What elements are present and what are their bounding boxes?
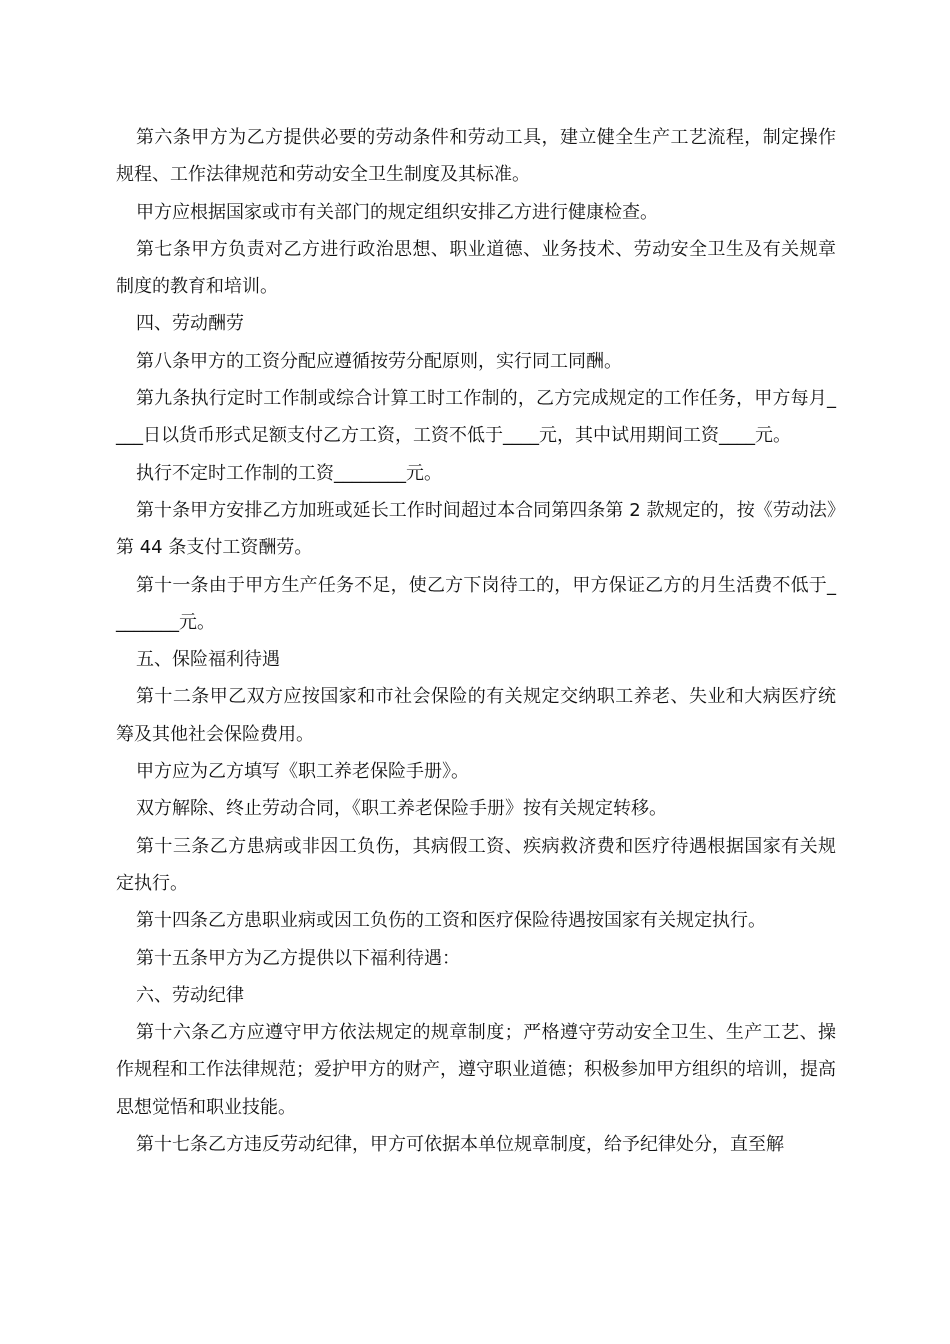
paragraph-flexible-wage: 执行不定时工作制的工资________元。 <box>136 462 442 484</box>
paragraph-article-9: 第九条执行定时工作制或综合计算工时工作制的，乙方完成规定的工作任务，甲方每月____日以货币形式足额支付乙方工资，工资不低于____元，其中试用期间工资____元。 <box>116 388 836 447</box>
paragraph-article-12: 第十二条甲乙双方应按国家和市社会保险的有关规定交纳职工养老、失业和大病医疗统筹及其他社会保险费用。 <box>116 686 836 745</box>
paragraph-article-10: 第十条甲方安排乙方加班或延长工作时间超过本合同第四条第 2 款规定的，按《劳动法》第 44 条支付工资酬劳。 <box>116 499 836 559</box>
paragraph-health-check: 甲方应根据国家或市有关部门的规定组织安排乙方进行健康检查。 <box>136 201 658 223</box>
paragraph-article-6: 第六条甲方为乙方提供必要的劳动条件和劳动工具，建立健全生产工艺流程，制定操作规程、工作法律规范和劳动安全卫生制度及其标准。 <box>116 127 836 186</box>
paragraph-article-11: 第十一条由于甲方生产任务不足，使乙方下岗待工的，甲方保证乙方的月生活费不低于________元。 <box>116 574 836 633</box>
document-body <box>116 119 836 1163</box>
section-heading-labor-remuneration: 四、劳动酬劳 <box>136 313 244 335</box>
paragraph-article-8: 第八条甲方的工资分配应遵循按劳分配原则，实行同工同酬。 <box>136 350 622 372</box>
section-heading-labor-discipline: 六、劳动纪律 <box>136 984 244 1006</box>
paragraph-handbook-transfer: 双方解除、终止劳动合同，《职工养老保险手册》按有关规定转移。 <box>136 798 667 820</box>
paragraph-article-16: 第十六条乙方应遵守甲方依法规定的规章制度；严格遵守劳动安全卫生、生产工艺、操作规程和工作法律规范；爱护甲方的财产，遵守职业道德；积极参加甲方组织的培训，提高思想觉悟和职业技能。 <box>116 1022 836 1118</box>
paragraph-article-13: 第十三条乙方患病或非因工负伤，其病假工资、疾病救济费和医疗待遇根据国家有关规定执行。 <box>116 835 836 894</box>
paragraph-pension-handbook: 甲方应为乙方填写《职工养老保险手册》。 <box>136 761 469 783</box>
section-heading-insurance-welfare: 五、保险福利待遇 <box>136 649 280 671</box>
paragraph-article-17: 第十七条乙方违反劳动纪律，甲方可依据本单位规章制度，给予纪律处分，直至解 <box>136 1134 784 1156</box>
paragraph-article-7: 第七条甲方负责对乙方进行政治思想、职业道德、业务技术、劳动安全卫生及有关规章制度的教育和培训。 <box>116 238 836 298</box>
paragraph-article-15: 第十五条甲方为乙方提供以下福利待遇： <box>136 947 460 969</box>
paragraph-article-14: 第十四条乙方患职业病或因工负伤的工资和医疗保险待遇按国家有关规定执行。 <box>136 910 766 932</box>
